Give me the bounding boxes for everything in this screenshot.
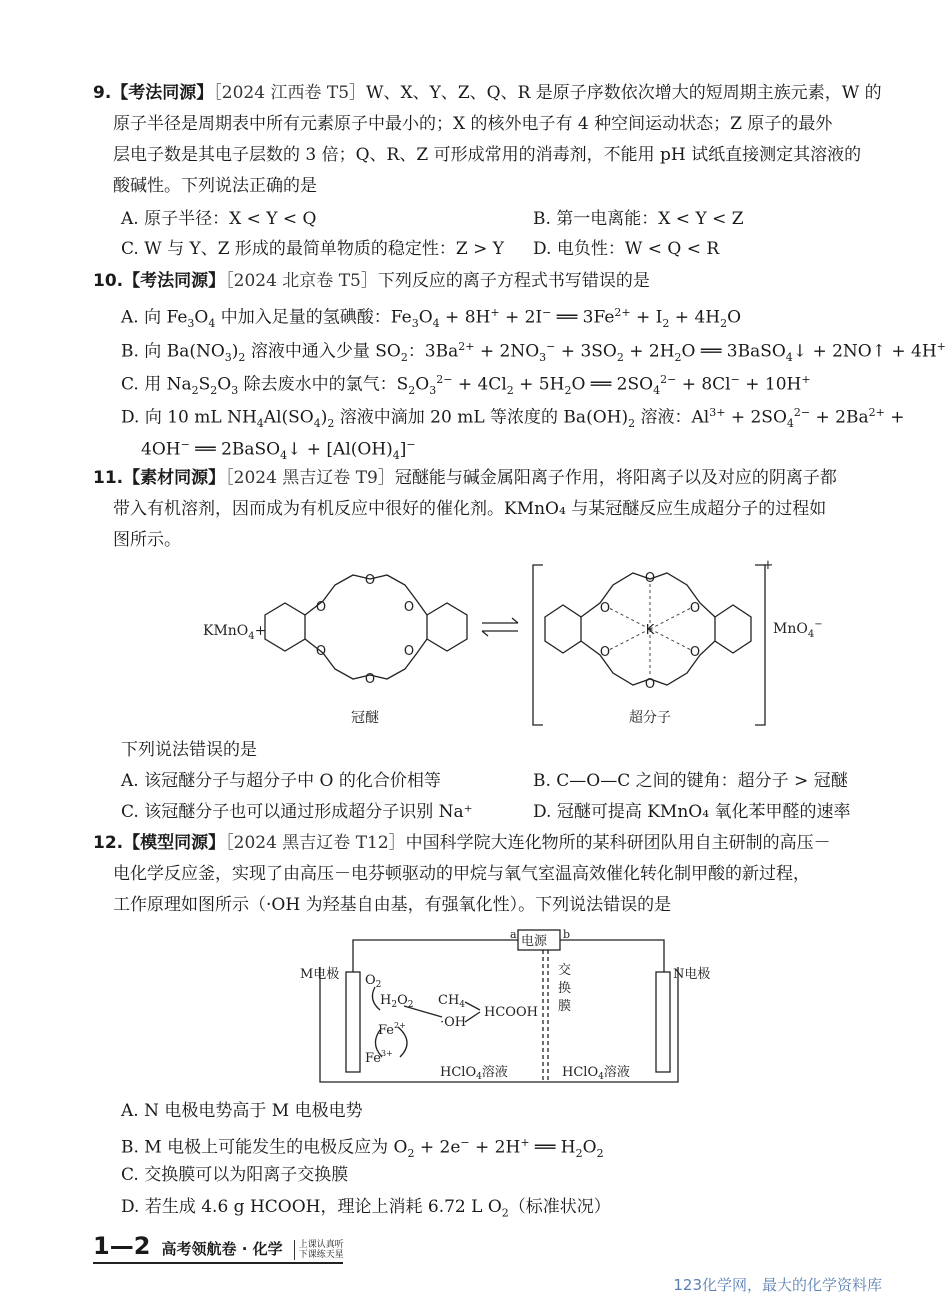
hclo4-right-label: HClO$_4$溶液	[562, 1065, 630, 1082]
potassium-ion-label: K	[645, 623, 655, 638]
crown-ether-diagram	[195, 555, 835, 735]
right-cyclohexane	[427, 603, 467, 651]
q10-option-d-2: 4OH− ══ 2BaSO$_4$↓ + $[Al(OH)_4]^-$	[141, 438, 416, 463]
q11-stem-3: 图所示。	[113, 530, 181, 550]
q11-stem-2: 带入有机溶剂，因而成为有机反应中很好的催化剂。KMnO₄ 与某冠醚反应生成超分子的过程如	[113, 499, 827, 519]
q12-stem-3: 工作原理如图所示（·OH 为羟基自由基，有强氧化性）。下列说法错误的是	[113, 895, 672, 915]
membrane-label-3: 膜	[558, 999, 572, 1014]
membrane-label-1: 交	[558, 963, 572, 978]
power-supply-label: 电源	[521, 934, 548, 949]
q11-option-d: D. 冠醚可提高 KMnO₄ 氧化苯甲醛的速率	[533, 802, 851, 822]
q10-source: ［2024 北京卷 T5］	[225, 271, 378, 291]
q12-line1	[93, 830, 831, 856]
footer-title: 高考领航卷 · 化学	[161, 1240, 283, 1258]
ch4-label: $CH_4$	[438, 993, 466, 1010]
q12-option-d: D. 若生成 4.6 g HCOOH，理论上消耗 6.72 L $O_2$（标准状况）	[121, 1197, 611, 1220]
q9-number: 9.	[93, 83, 112, 103]
q9-stem-3: 层电子数是其电子层数的 3 倍；Q、R、Z 可形成常用的消毒剂，不能用 pH 试纸直接测定其溶液的	[113, 145, 862, 165]
q11-option-c: C. 该冠醚分子也可以通过形成超分子识别 Na⁺	[121, 802, 473, 822]
q11-option-a: A. 该冠醚分子与超分子中 O 的化合价相等	[121, 771, 441, 791]
q9-line1	[93, 80, 882, 106]
crown-ether-label: 冠醚	[351, 710, 379, 726]
q12-stem-1: 中国科学院大连化物所的某科研团队用自主研制的高压－	[405, 833, 831, 853]
supramolecule-label: 超分子	[629, 710, 671, 726]
o-atom: O	[644, 571, 656, 586]
electrolysis-cell-diagram	[290, 922, 710, 1092]
q10-option-d-1: D. 向 10 mL $NH_4Al(SO_4)_2$ 溶液中滴加 20 mL 等浓度的 $Ba(OH)_2$ 溶液：$Al^{3+} + 2SO_4^{2-} + 2Ba^{2+}$ +	[121, 406, 905, 431]
q10-option-a: A. 向 $Fe_3O_4$ 中加入足量的氢碘酸：$Fe_3O_4 + 8H^+ + 2I^-$ ══ $3Fe^{2+} + I_2 + 4H_2O$	[121, 306, 742, 331]
q12-number: 12.	[93, 833, 124, 853]
footer-slogan	[294, 1240, 344, 1260]
q10-line1	[93, 268, 650, 294]
q10-number: 10.	[93, 271, 124, 291]
q9-tag: 【考法同源】	[111, 83, 214, 103]
o2-label: $O_2$	[365, 973, 382, 990]
q9-source: ［2024 江西卷 T5］	[213, 83, 367, 103]
q9-stem-1: W、X、Y、Z、Q、R 是原子序数依次增大的短周期主族元素，W 的	[366, 83, 882, 103]
q12-source: ［2024 黑吉辽卷 T12］	[225, 833, 406, 853]
fe2-label: $Fe^{2+}$	[378, 1021, 406, 1038]
footer-rule	[93, 1262, 343, 1264]
q9-stem-2: 原子半径是周期表中所有元素原子中最小的；X 的核外电子有 4 种空间运动状态；Z 原子的最外	[113, 114, 833, 134]
o-atom: O	[364, 672, 376, 687]
q9-option-a: A. 原子半径：X < Y < Q	[121, 209, 317, 229]
o-atom: O	[644, 677, 656, 692]
q11-source: ［2024 黑吉辽卷 T9］	[225, 468, 395, 488]
hclo4-left-label: HClO$_4$溶液	[440, 1065, 508, 1082]
q9-stem-4: 酸碱性。下列说法正确的是	[113, 176, 317, 196]
o-atom: O	[599, 601, 611, 616]
o-atom: O	[599, 645, 611, 660]
q11-stem-1: 冠醚能与碱金属阳离子作用，将阳离子以及对应的阴离子都	[394, 468, 837, 488]
q12-option-c: C. 交换膜可以为阳离子交换膜	[121, 1165, 349, 1185]
q11-tag: 【素材同源】	[123, 468, 226, 488]
hcooh-label: HCOOH	[484, 1005, 538, 1020]
q11-ask: 下列说法错误的是	[121, 740, 257, 760]
fe3-label: $Fe^{3+}$	[365, 1049, 393, 1066]
terminal-a-label: a	[510, 928, 517, 941]
q11-number: 11.	[93, 468, 124, 488]
q10-option-b: B. 向 $Ba(NO_3)_2$ 溶液中通入少量 $SO_2$：$3Ba^{2+} + 2NO_3^- + 3SO_2 + 2H_2O$ ══ 3BaSO$_4$↓ + 2NO↑ + 4H+	[121, 340, 946, 365]
m-electrode	[346, 972, 360, 1072]
footer-slogan-2: 下课练天星	[298, 1249, 344, 1260]
q9-option-c: C. W 与 Y、Z 形成的最简单物质的稳定性：Z > Y	[121, 239, 505, 259]
q12-option-a: A. N 电极电势高于 M 电极电势	[121, 1101, 363, 1121]
equilibrium-arrow-icon	[482, 618, 518, 636]
m-electrode-label: M电极	[300, 967, 340, 982]
q10-stem: 下列反应的离子方程式书写错误的是	[377, 271, 650, 291]
o-atom: O	[364, 573, 376, 588]
membrane-label-2: 换	[558, 981, 572, 996]
q12-tag: 【模型同源】	[123, 833, 226, 853]
left-cyclohexane	[265, 603, 305, 651]
n-electrode-label: N电极	[673, 967, 711, 982]
terminal-b-label: b	[563, 928, 571, 941]
o-atom: O	[315, 600, 327, 615]
o-atom: O	[403, 644, 415, 659]
q11-line1	[93, 465, 837, 491]
q12-stem-2: 电化学反应釜，实现了由高压－电芬顿驱动的甲烷与氧气室温高效催化转化制甲酸的新过程，	[113, 864, 810, 884]
watermark-text: 123化学网，最大的化学资料库	[673, 1276, 882, 1294]
h2o2-label: $H_2O_2$	[380, 993, 414, 1010]
page-footer	[93, 1232, 344, 1260]
q11-option-b: B. C—O—C 之间的键角：超分子 > 冠醚	[533, 771, 848, 791]
footer-slogan-1: 上课认真听	[298, 1239, 344, 1250]
q9-option-d: D. 电负性：W < Q < R	[533, 239, 720, 259]
q9-option-b: B. 第一电离能：X < Y < Z	[533, 209, 744, 229]
o-atom: O	[689, 645, 701, 660]
hydroxyl-radical-label: ·OH	[440, 1015, 467, 1030]
q12-option-b: B. M 电极上可能发生的电极反应为 $O_2 + 2e^- + 2H^+$ ══ $H_2O_2$	[121, 1136, 604, 1161]
charge-label: +	[762, 558, 774, 573]
q10-tag: 【考法同源】	[123, 271, 226, 291]
page-number: 1—2	[93, 1232, 151, 1260]
mno4-anion-label: MnO$_4$−	[773, 619, 823, 640]
q10-option-c: C. 用 $Na_2S_2O_3$ 除去废水中的氯气：$S_2O_3^{2-} + 4Cl_2 + 5H_2O$ ══ $2SO_4^{2-} + 8Cl^- + 10H^+$	[121, 373, 811, 398]
o-atom: O	[403, 600, 415, 615]
o-atom: O	[315, 644, 327, 659]
n-electrode	[656, 972, 670, 1072]
o-atom: O	[689, 601, 701, 616]
kmno4-reactant-label: KMnO$_4$+	[203, 623, 267, 642]
